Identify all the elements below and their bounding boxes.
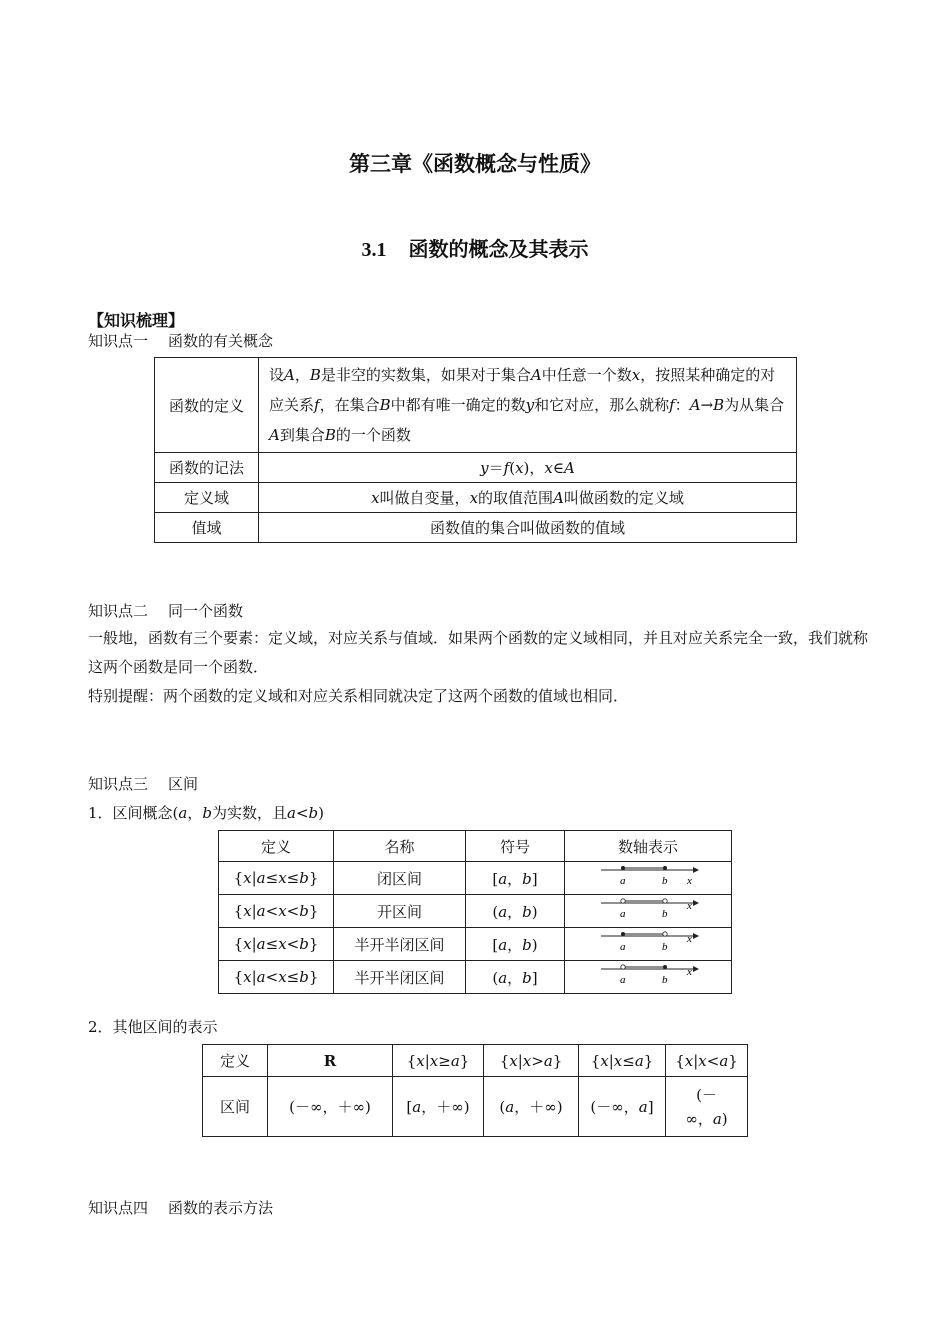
set-lt-a: {x|x<a} bbox=[666, 1045, 748, 1077]
row-label-notation: 函数的记法 bbox=[155, 453, 259, 483]
header-number-line: 数轴表示 bbox=[565, 831, 732, 862]
table-header-row bbox=[219, 831, 732, 862]
axis-label-b: b bbox=[662, 941, 668, 953]
number-line-left-closed bbox=[565, 928, 731, 956]
interval-symbol: (a，b) bbox=[466, 895, 565, 928]
number-line-closed bbox=[565, 862, 731, 890]
kp4-num: 知识点四 bbox=[88, 1199, 149, 1217]
axis-label-x: x bbox=[687, 933, 692, 945]
interval-name: 半开半闭区间 bbox=[334, 961, 466, 994]
table-row bbox=[203, 1077, 748, 1137]
table-row bbox=[219, 928, 732, 961]
interval-definition: {x|a≤x<b} bbox=[219, 928, 334, 961]
kp2-num: 知识点二 bbox=[88, 602, 149, 620]
interval-definition: {x|a<x<b} bbox=[219, 895, 334, 928]
interval-a-to-inf-closed: [a，＋∞) bbox=[393, 1077, 484, 1137]
number-line-open bbox=[565, 895, 731, 923]
kp3-num: 知识点三 bbox=[88, 775, 149, 793]
table-row bbox=[219, 895, 732, 928]
axis-label-b: b bbox=[662, 974, 668, 986]
kp1-num: 知识点一 bbox=[88, 332, 149, 350]
interval-table bbox=[218, 830, 732, 994]
domain-cell: x叫做自变量，x的取值范围A叫做函数的定义域 bbox=[259, 483, 797, 513]
other-intervals-item: 2．其他区间的表示 bbox=[88, 1018, 218, 1036]
interval-symbol: [a，b] bbox=[466, 862, 565, 895]
kp2-paragraph-2: 特别提醒：两个函数的定义域和对应关系相同就决定了这两个函数的值域也相同． bbox=[88, 687, 629, 705]
interval-concept-item: 1．区间概念(a，b为实数，且a<b) bbox=[88, 804, 324, 822]
axis-label-a: a bbox=[620, 941, 626, 953]
kp2-title: 同一个函数 bbox=[168, 602, 244, 620]
row-label-definition: 函数的定义 bbox=[155, 358, 259, 453]
notation-cell: y＝f(x)，x∈A bbox=[259, 453, 797, 483]
interval-all-reals: (－∞，＋∞) bbox=[268, 1077, 393, 1137]
axis-label-a: a bbox=[620, 875, 626, 887]
row-label-definition: 定义 bbox=[203, 1045, 268, 1077]
axis-label-x: x bbox=[687, 875, 692, 887]
row-label-domain: 定义域 bbox=[155, 483, 259, 513]
set-gt-a: {x|x>a} bbox=[484, 1045, 579, 1077]
row-label-interval: 区间 bbox=[203, 1077, 268, 1137]
kp1-heading bbox=[88, 330, 273, 351]
kp1-title: 函数的有关概念 bbox=[168, 332, 274, 350]
kp4-title: 函数的表示方法 bbox=[168, 1199, 274, 1217]
definition-cell: 设A，B是非空的实数集，如果对于集合A中任意一个数x，按照某种确定的对应关系f，在集合B中都有唯一确定的数y和它对应，那么就称f：A→B为从集合A到集合B的一个函数 bbox=[259, 358, 797, 453]
table-row bbox=[155, 513, 797, 543]
header-name: 名称 bbox=[334, 831, 466, 862]
interval-name: 半开半闭区间 bbox=[334, 928, 466, 961]
number-line-cell bbox=[565, 895, 732, 928]
number-line-cell bbox=[565, 961, 732, 994]
table-row bbox=[219, 961, 732, 994]
chapter-title: 第三章《函数概念与性质》 bbox=[349, 152, 601, 176]
other-interval-table bbox=[202, 1044, 748, 1137]
number-line-cell bbox=[565, 928, 732, 961]
axis-label-x: x bbox=[687, 900, 692, 912]
table-row bbox=[155, 483, 797, 513]
header-symbol: 符号 bbox=[466, 831, 565, 862]
table-row bbox=[155, 453, 797, 483]
number-line-cell bbox=[565, 862, 732, 895]
kp4-heading bbox=[88, 1197, 273, 1218]
table-row bbox=[155, 358, 797, 453]
kp3-title: 区间 bbox=[168, 775, 199, 793]
interval-definition: {x|a<x≤b} bbox=[219, 961, 334, 994]
axis-label-b: b bbox=[662, 875, 668, 887]
function-concept-table bbox=[154, 357, 797, 543]
section-title bbox=[0, 233, 950, 262]
row-label-range: 值域 bbox=[155, 513, 259, 543]
interval-neg-inf-to-a-closed: (－∞，a] bbox=[579, 1077, 666, 1137]
section-number: 3.1 bbox=[361, 239, 387, 261]
interval-symbol: (a，b] bbox=[466, 961, 565, 994]
axis-label-a: a bbox=[620, 974, 626, 986]
table-row bbox=[203, 1045, 748, 1077]
kp2-heading bbox=[88, 600, 243, 621]
kp3-heading bbox=[88, 773, 198, 794]
axis-label-x: x bbox=[687, 966, 692, 978]
header-definition: 定义 bbox=[219, 831, 334, 862]
interval-name: 开区间 bbox=[334, 895, 466, 928]
set-R: R bbox=[268, 1045, 393, 1077]
number-line-right-closed bbox=[565, 961, 731, 989]
table-row bbox=[219, 862, 732, 895]
knowledge-review-heading: 【知识梳理】 bbox=[88, 311, 185, 330]
interval-name: 闭区间 bbox=[334, 862, 466, 895]
range-cell: 函数值的集合叫做函数的值域 bbox=[259, 513, 797, 543]
interval-symbol: [a，b) bbox=[466, 928, 565, 961]
axis-label-a: a bbox=[620, 908, 626, 920]
interval-definition: {x|a≤x≤b} bbox=[219, 862, 334, 895]
interval-neg-inf-to-a-open: (－ ∞，a) bbox=[666, 1077, 748, 1137]
kp2-paragraph-1: 一般地，函数有三个要素：定义域，对应关系与值域．如果两个函数的定义域相同，并且对应关系完全一致，我们就称这两个函数是同一个函数． bbox=[88, 629, 869, 676]
section-name: 函数的概念及其表示 bbox=[408, 237, 589, 261]
interval-a-to-inf-open: (a，＋∞) bbox=[484, 1077, 579, 1137]
set-ge-a: {x|x≥a} bbox=[393, 1045, 484, 1077]
axis-label-b: b bbox=[662, 908, 668, 920]
set-le-a: {x|x≤a} bbox=[579, 1045, 666, 1077]
